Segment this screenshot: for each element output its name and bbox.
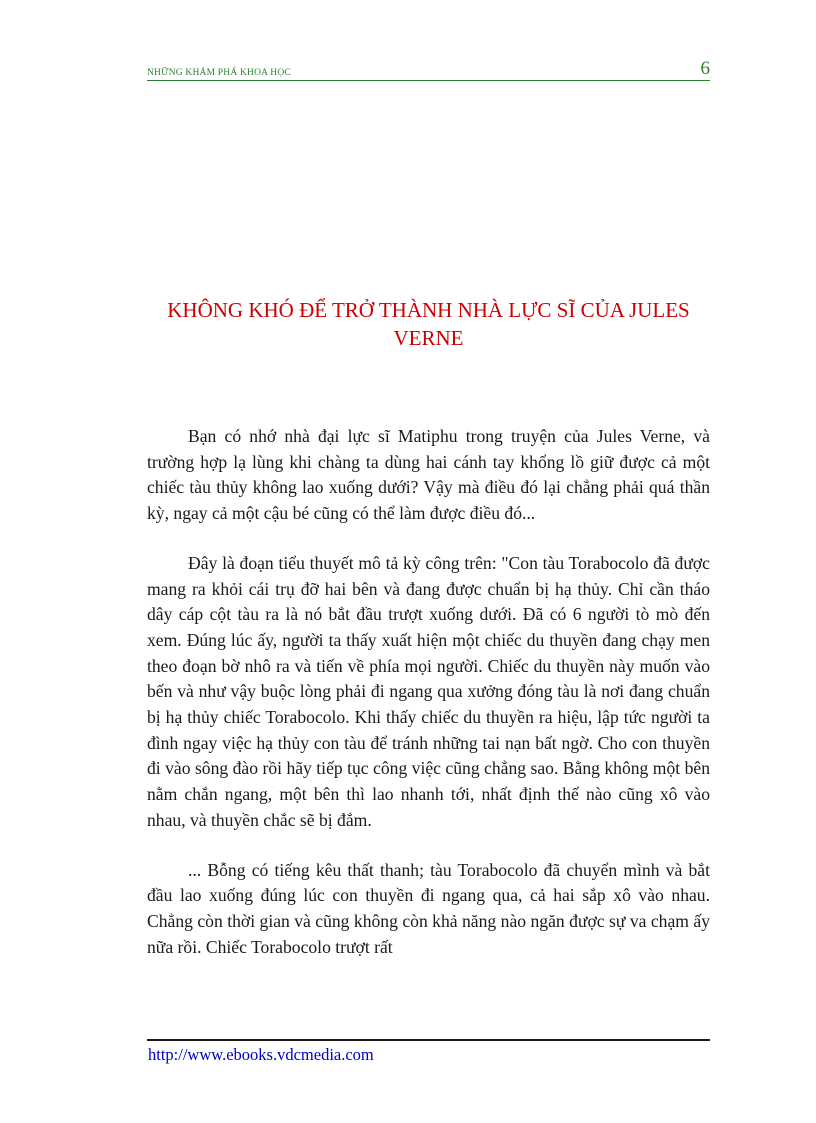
page-header (147, 58, 710, 81)
paragraph: ... Bỗng có tiếng kêu thất thanh; tàu Torabocolo đã chuyển mình và bắt đầu lao xuống đúng lúc con thuyền đi ngang qua, cả hai sắp xô vào nhau. Chẳng còn thời gian và cũng không còn khả năng nào ngăn được sự va chạm ấy nữa rồi. Chiếc Torabocolo trượt rất (147, 859, 710, 957)
paragraph: Bạn có nhớ nhà đại lực sĩ Matiphu trong truyện của Jules Verne, và trường hợp lạ lùng khi chàng ta dùng hai cánh tay khổng lồ giữ được cả một chiếc tàu thủy không lao xuống dưới? Vậy mà điều đó lại chẳng phải quá thần kỳ, ngay cả một cậu bé cũng có thể làm được điều đó... (147, 426, 710, 524)
paragraph: Đây là đoạn tiểu thuyết mô tả kỳ công trên: "Con tàu Torabocolo đã được mang ra khỏi cái trụ đỡ hai bên và đang được chuẩn bị hạ thủy. Chỉ cần tháo dây cáp cột tàu ra là nó bắt đầu trượt xuống dưới. Đã có 6 người tò mò đến xem. Đúng lúc ấy, người ta thấy xuất hiện một chiếc du thuyền đang chạy men theo đoạn bờ nhô ra và tiến về phía mọi người. Chiếc du thuyền này muốn vào bến và như vậy buộc lòng phải đi ngang qua xưởng đóng tàu là nơi đang chuẩn bị hạ thủy chiếc Torabocolo. Khi thấy chiếc du thuyền ra hiệu, lập tức người ta đình ngay việc hạ thủy con tàu để tránh những tai nạn bất ngờ. Cho con thuyền đi vào sông đào rồi hãy tiếp tục công việc cũng chẳng sao. Bằng không một bên nằm chắn ngang, một bên thì lao nhanh tới, nhất định thế nào cũng xô vào nhau, và thuyền chắc sẽ bị đắm. (147, 552, 710, 830)
footer-website-link[interactable]: http://www.ebooks.vdcmedia.com (148, 1045, 374, 1064)
running-header-title: NHỮNG KHÁM PHÁ KHOA HỌC (147, 68, 291, 78)
page-number: 6 (700, 58, 710, 79)
footer-divider (147, 1039, 710, 1041)
body-text (147, 424, 710, 960)
chapter-title: KHÔNG KHÓ ĐỂ TRỞ THÀNH NHÀ LỰC SĨ CỦA JULES VERNE (167, 298, 690, 350)
